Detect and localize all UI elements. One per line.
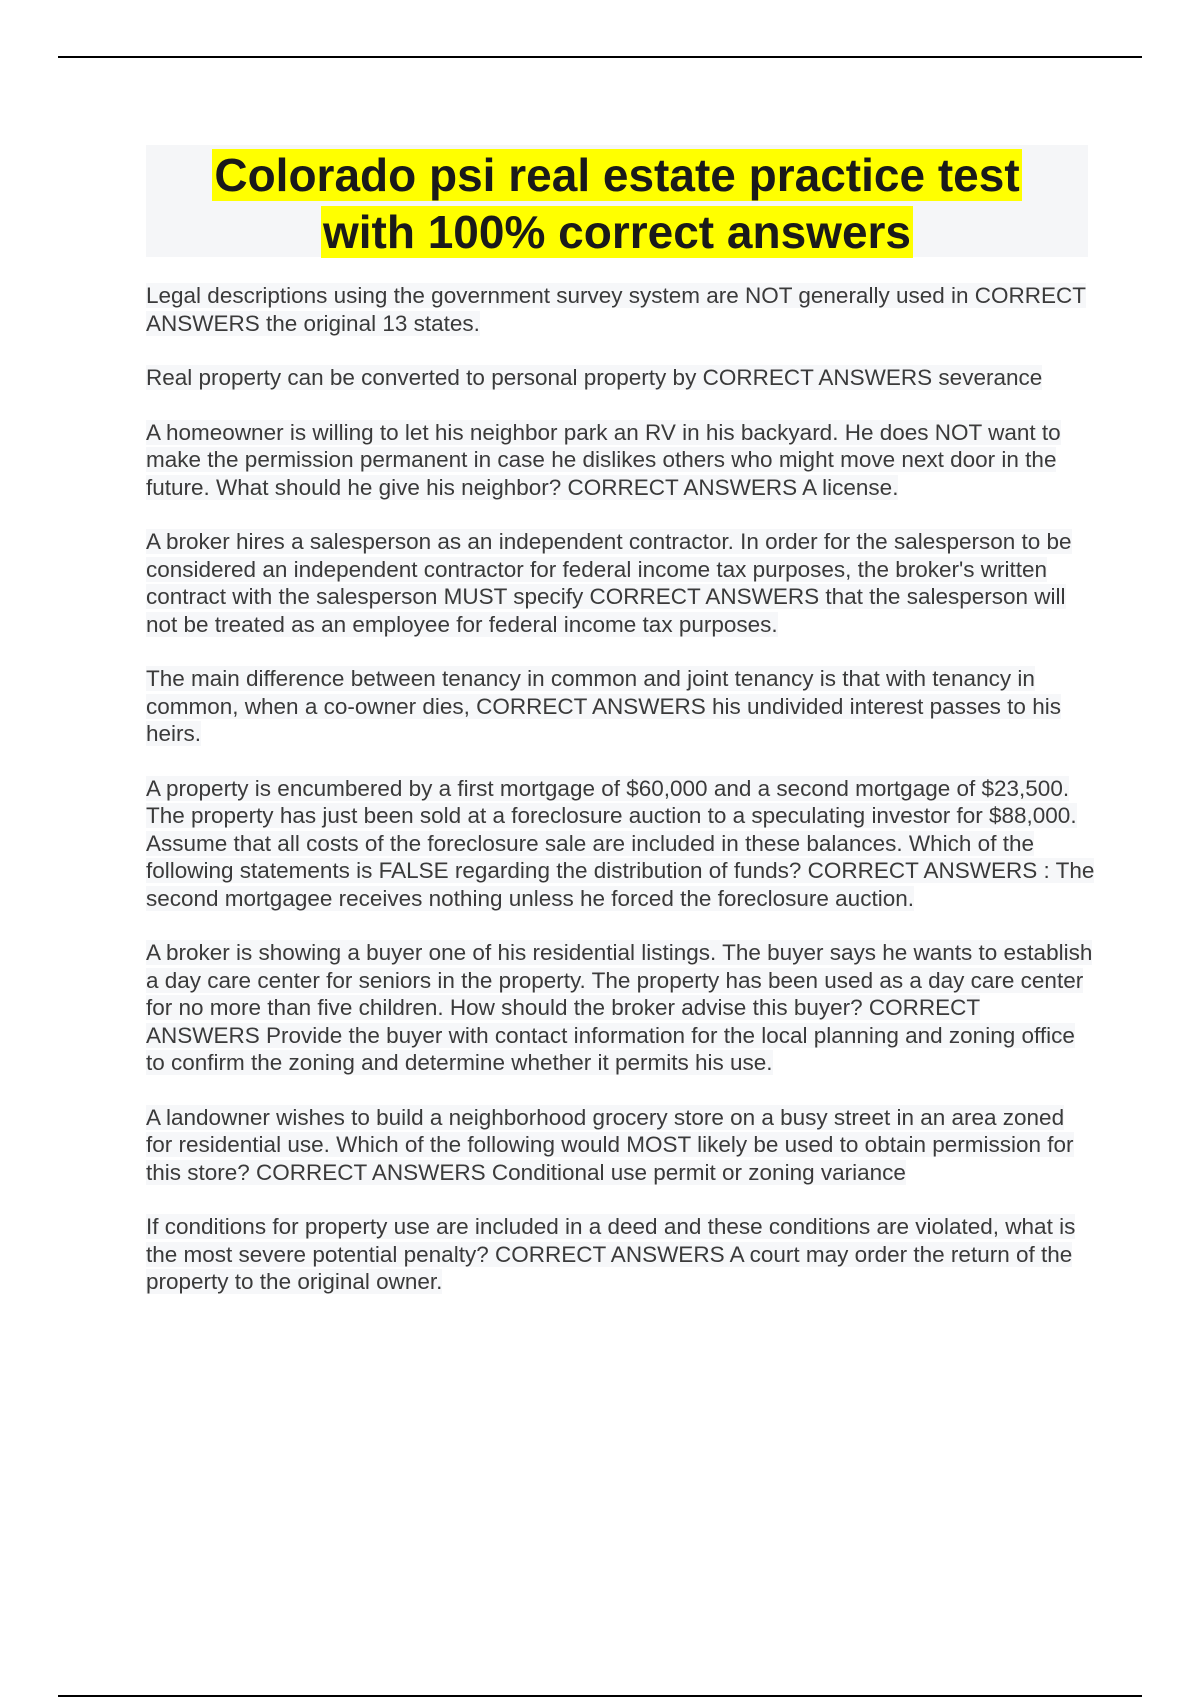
top-rule (58, 56, 1142, 58)
qa-text: A broker hires a salesperson as an independent contractor. In order for the salesperson to be considered an independent contractor for federal income tax purposes, the broker's written contract with the salesperson MUST specify CORRECT ANSWERS that the salesperson will not be treated as an employee for federal income tax purposes. (146, 529, 1072, 637)
qa-text: A broker is showing a buyer one of his residential listings. The buyer says he wants to establish a day care center for seniors in the property. The property has been used as a day care center for no more than five children. How should the broker advise this buyer? CORRECT ANSWERS Provide the buyer with contact information for the local planning and zoning office to confirm the zoning and determine whether it permits his use. (146, 940, 1093, 1075)
qa-text: A homeowner is willing to let his neighbor park an RV in his backyard. He does NOT want to make the permission permanent in case he dislikes others who might move next door in the future. What should he give his neighbor? CORRECT ANSWERS A license. (146, 419, 1061, 500)
qa-item (146, 419, 1096, 502)
qa-text: A property is encumbered by a first mortgage of $60,000 and a second mortgage of $23,500. The property has just been sold at a foreclosure auction to a speculating investor for $88,000. Assume that all costs of the foreclosure sale are included in these balances. Which of the following statements is FALSE regarding the distribution of funds? CORRECT ANSWERS : The second mortgagee receives nothing unless he forced the foreclosure auction. (146, 775, 1095, 911)
title-line-2: with 100% correct answers (322, 206, 912, 258)
qa-item (146, 282, 1096, 337)
qa-text: If conditions for property use are included in a deed and these conditions are violated, what is the most severe potential penalty? CORRECT ANSWERS A court may order the return of the property to the original owner. (146, 1214, 1076, 1294)
qa-item (146, 364, 1096, 392)
qa-item (146, 528, 1096, 638)
qa-text: The main difference between tenancy in common and joint tenancy is that with tenancy in common, when a co-owner dies, CORRECT ANSWERS his undivided interest passes to his heirs. (146, 666, 1061, 746)
bottom-rule (58, 1695, 1142, 1697)
qa-text: Legal descriptions using the government survey system are NOT generally used in CORRECT ANSWERS the original 13 states. (146, 283, 1087, 336)
qa-item (146, 665, 1096, 748)
qa-item (146, 939, 1096, 1077)
qa-list (146, 282, 1096, 1323)
qa-item (146, 1104, 1096, 1187)
qa-text: Real property can be converted to personal property by CORRECT ANSWERS severance (146, 365, 1043, 390)
qa-item (146, 775, 1096, 913)
document-title (146, 145, 1088, 261)
title-block (146, 145, 1088, 257)
qa-item (146, 1213, 1096, 1296)
qa-text: A landowner wishes to build a neighborhood grocery store on a busy street in an area zoned for residential use. Which of the following would MOST likely be used to obtain permission for this store? CORRECT ANSWERS Conditional use permit or zoning variance (146, 1104, 1074, 1185)
title-line-1: Colorado psi real estate practice test (214, 149, 1020, 201)
